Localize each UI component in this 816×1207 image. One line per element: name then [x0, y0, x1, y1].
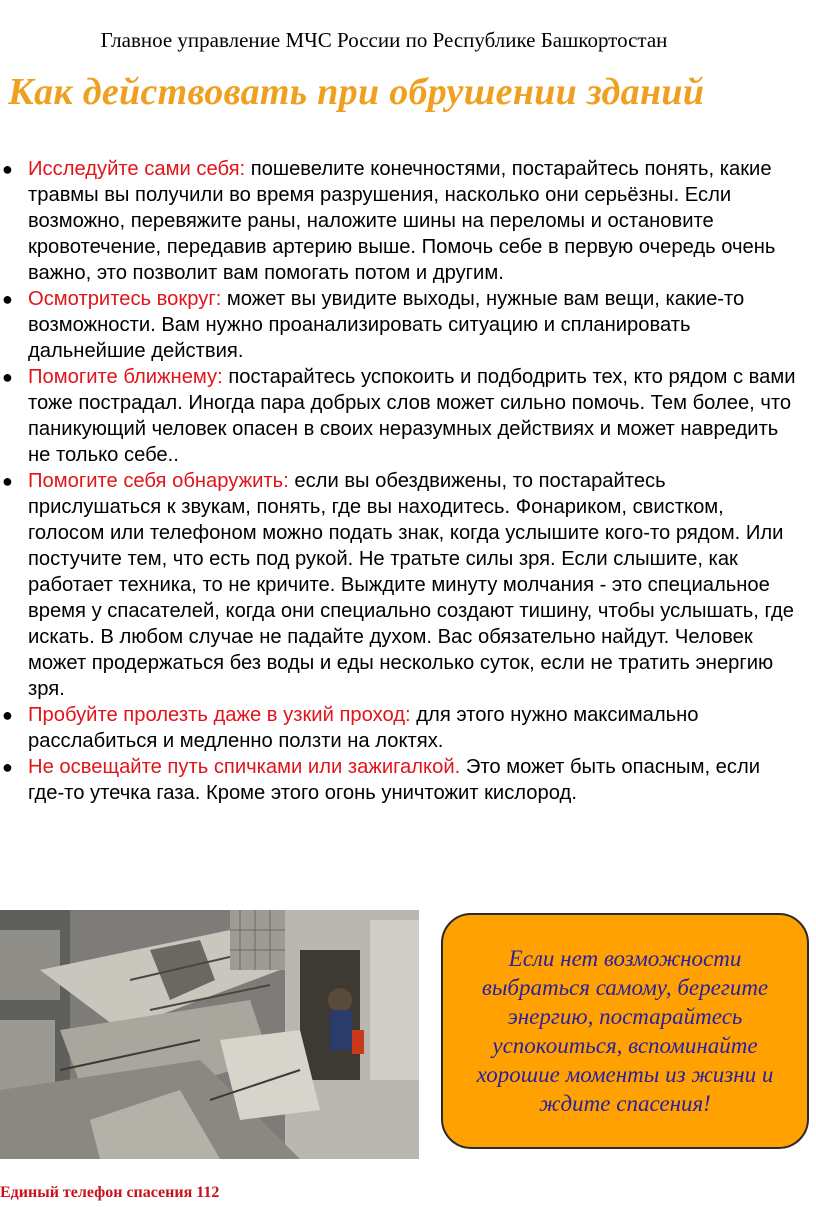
bullet-icon: ●	[2, 471, 13, 491]
bullet-icon: ●	[2, 289, 13, 309]
bullet-icon: ●	[2, 367, 13, 387]
bullet-icon: ●	[2, 159, 13, 179]
list-item	[0, 468, 800, 702]
list-item	[0, 156, 800, 286]
tip-text: для этого нужно максимально расслабиться и медленно ползти на локтях.	[28, 704, 699, 752]
list-item	[0, 364, 800, 468]
tip-text: постарайтесь успокоить и подбодрить тех, кто рядом с вами тоже пострадал. Иногда пара добрых слов может сильно помочь. Тем более, что паникующий человек опасен в своих неразумных действиях и может навредить не только себе..	[28, 366, 796, 466]
tips-list	[0, 156, 800, 806]
collapsed-building-illustration	[0, 910, 419, 1159]
list-item	[0, 754, 800, 806]
tip-lead: Помогите ближнему:	[28, 366, 223, 388]
bullet-icon: ●	[2, 705, 13, 725]
tip-lead: Помогите себя обнаружить:	[28, 470, 289, 492]
advice-callout	[441, 913, 809, 1149]
bullet-icon: ●	[2, 757, 13, 777]
list-item	[0, 286, 800, 364]
tip-lead: Пробуйте пролезть даже в узкий проход:	[28, 704, 411, 726]
page-title: Как действовать при обрушении зданий	[8, 71, 705, 113]
tip-lead: Осмотритесь вокруг:	[28, 288, 222, 310]
tip-lead: Исследуйте сами себя:	[28, 158, 246, 180]
rescue-phone-label: Единый телефон спасения 112	[0, 1184, 220, 1201]
list-item	[0, 702, 800, 754]
tip-text: может вы увидите выходы, нужные вам вещи, какие-то возможности. Вам нужно проанализировать ситуацию и спланировать дальнейшие действия.	[28, 288, 745, 362]
tip-lead: Не освещайте путь спичками или зажигалкой.	[28, 756, 461, 778]
callout-text: Если нет возможности выбраться самому, берегите энергию, постарайтесь успокоиться, вспоминайте хорошие моменты из жизни и ждите спасения!	[476, 946, 774, 1116]
tip-text: Это может быть опасным, если где-то утечка газа. Кроме этого огонь уничтожит кислород.	[28, 756, 761, 804]
header-org: Главное управление МЧС России по Республике Башкортостан	[100, 28, 668, 52]
collapsed-building-photo	[0, 910, 419, 1159]
tip-text: если вы обездвижены, то постарайтесь прислушаться к звукам, понять, где вы находитесь. Фонариком, свистком, голосом или телефоном можно подать знак, когда услышите кого-то рядом. Или постучите тем, что есть под рукой. Не тратьте силы зря. Если слышите, как работает техника, то не кричите. Выждите минуту молчания - это специальное время у спасателей, когда они специально создают тишину, чтобы услышать, где искать. В любом случае не падайте духом. Вас обязательно найдут. Человек может продержаться без воды и еды несколько суток, если не тратить энергию зря.	[28, 470, 794, 700]
tip-text: пошевелите конечностями, постарайтесь понять, какие травмы вы получили во время разрушения, насколько они серьёзны. Если возможно, перевяжите раны, наложите шины на переломы и остановите кровотечение, передавив артерию выше. Помочь себе в первую очередь очень важно, это позволит вам помогать потом и другим.	[28, 158, 776, 284]
